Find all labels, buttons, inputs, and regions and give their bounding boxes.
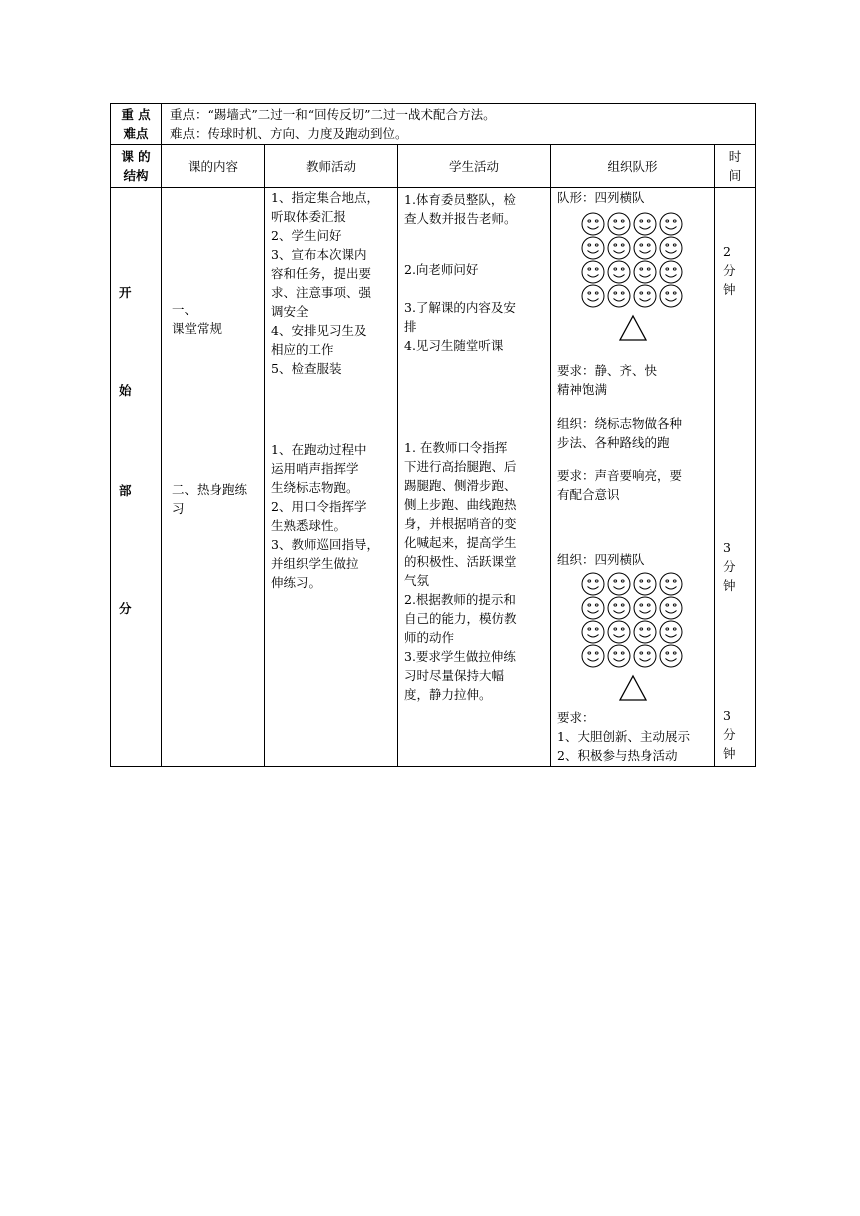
- time-header-line1: 时: [728, 149, 742, 164]
- difficulty-label: 难点: [123, 126, 149, 141]
- student-smiley-icon: [633, 284, 657, 308]
- student-line: 踢腿跑、侧滑步跑、: [404, 478, 517, 493]
- formation-line: 有配合意识: [557, 487, 620, 502]
- formation-header: 组织队形: [551, 145, 715, 188]
- time-line: 3: [723, 708, 731, 723]
- teacher-triangle-icon: [618, 674, 648, 702]
- student-smiley-icon: [581, 572, 605, 596]
- student-smiley-icon: [659, 284, 683, 308]
- student-smiley-icon: [633, 572, 657, 596]
- student-line: 下进行高抬腿跑、后: [404, 459, 517, 474]
- teacher-triangle-icon: [618, 314, 648, 342]
- lesson-plan-table: [110, 103, 756, 767]
- student-line: 查人数并报告老师。: [404, 211, 517, 226]
- structure-char-2: 始: [119, 383, 132, 398]
- teacher-header: 教师活动: [265, 145, 398, 188]
- teacher-line: 1、指定集合地点，: [271, 190, 379, 205]
- student-smiley-icon: [607, 596, 631, 620]
- time-cell: [715, 188, 756, 767]
- formation-line: 要求：: [557, 710, 595, 725]
- teacher-line: 伸练习。: [271, 575, 322, 590]
- time-block-3: [715, 706, 755, 763]
- time-line: 钟: [723, 746, 736, 761]
- formation-1-requirements: [551, 361, 714, 399]
- student-faces-grid: [581, 212, 685, 308]
- formation-line: 要求：声音要响亮，要: [557, 468, 683, 483]
- student-line: 3.了解课的内容及安: [404, 300, 516, 315]
- teacher-line: 并组织学生做拉: [271, 556, 359, 571]
- structure-cell: [111, 188, 162, 767]
- student-smiley-icon: [633, 596, 657, 620]
- teacher-part-1: [265, 188, 397, 378]
- formation-line: 要求：静、齐、快: [557, 363, 658, 378]
- teacher-line: 求、注意事项、强: [271, 285, 372, 300]
- student-smiley-icon: [659, 260, 683, 284]
- student-line: 1. 在教师口令指挥: [404, 440, 508, 455]
- student-cell: [398, 188, 551, 767]
- student-smiley-icon: [659, 572, 683, 596]
- teacher-line: 调安全: [271, 304, 309, 319]
- structure-header-line1: 课 的: [121, 149, 151, 164]
- key-difficulty-row: [111, 104, 756, 145]
- student-line: 化喊起来，提高学生: [404, 535, 517, 550]
- student-line: 师的动作: [404, 630, 455, 645]
- time-block-2: [715, 538, 755, 595]
- formation-2-requirements: [551, 466, 714, 504]
- time-line: 钟: [723, 578, 736, 593]
- student-smiley-icon: [633, 260, 657, 284]
- student-smiley-icon: [581, 284, 605, 308]
- formation-line: 组织：绕标志物做各种: [557, 416, 683, 431]
- teacher-line: 生绕标志物跑。: [271, 480, 359, 495]
- column-header-row: [111, 145, 756, 188]
- formation-line: 2、积极参与热身活动: [557, 748, 678, 763]
- student-smiley-icon: [633, 620, 657, 644]
- student-smiley-icon: [581, 212, 605, 236]
- student-smiley-icon: [659, 596, 683, 620]
- student-smiley-icon: [659, 212, 683, 236]
- structure-char-4: 分: [119, 601, 132, 616]
- content-header: 课的内容: [162, 145, 265, 188]
- structure-header-line2: 结构: [123, 168, 149, 183]
- formation-1-title: 队形：四列横队: [557, 190, 645, 205]
- teacher-line: 听取体委汇报: [271, 209, 347, 224]
- student-smiley-icon: [607, 236, 631, 260]
- student-smiley-icon: [581, 596, 605, 620]
- key-difficulty-text: [162, 104, 756, 145]
- teacher-line: 生熟悉球性。: [271, 518, 347, 533]
- content-cell: [162, 188, 265, 767]
- student-line: 习时尽量保持大幅: [404, 668, 505, 683]
- time-line: 分: [723, 727, 736, 742]
- student-line: 排: [404, 319, 417, 334]
- student-smiley-icon: [581, 236, 605, 260]
- content-item-2-line1: 二、热身跑练: [172, 482, 248, 497]
- formation-3-title: 组织：四列横队: [557, 552, 645, 567]
- teacher-line: 4、安排见习生及: [271, 323, 367, 338]
- student-smiley-icon: [581, 620, 605, 644]
- teacher-cell: [265, 188, 398, 767]
- student-part-2: [398, 438, 550, 704]
- formation-3-grid: [551, 572, 714, 702]
- student-smiley-icon: [633, 212, 657, 236]
- formation-line: 1、大胆创新、主动展示: [557, 729, 690, 744]
- student-line: 的积极性、活跃课堂: [404, 554, 517, 569]
- content-item-1-line2: 课堂常规: [172, 321, 223, 336]
- student-line: 自己的能力，模仿教: [404, 611, 517, 626]
- opening-part-row: [111, 188, 756, 767]
- student-part-1a: [398, 190, 550, 228]
- teacher-line: 1、在跑动过程中: [271, 442, 367, 457]
- student-smiley-icon: [659, 236, 683, 260]
- formation-2-organization: [551, 414, 714, 452]
- teacher-line: 3、宣布本次课内: [271, 247, 367, 262]
- student-line: 1.体育委员整队，检: [404, 192, 516, 207]
- student-header: 学生活动: [398, 145, 551, 188]
- student-line: 4.见习生随堂听课: [404, 338, 504, 353]
- teacher-line: 2、学生问好: [271, 228, 342, 243]
- key-point-text: 重点：“踢墙式”二过一和“回传反切”二过一战术配合方法。: [170, 107, 496, 122]
- student-smiley-icon: [607, 644, 631, 668]
- student-smiley-icon: [607, 260, 631, 284]
- formation-line: 精神饱满: [557, 382, 608, 397]
- teacher-part-2: [265, 440, 397, 592]
- student-smiley-icon: [607, 284, 631, 308]
- formation-3-requirements: [551, 708, 714, 765]
- key-label: 重 点: [121, 107, 151, 122]
- content-item-2: [162, 480, 264, 518]
- formation-line: 步法、各种路线的跑: [557, 435, 670, 450]
- student-smiley-icon: [581, 260, 605, 284]
- time-line: 2: [723, 244, 731, 259]
- student-line: 身，并根据哨音的变: [404, 516, 517, 531]
- student-faces-grid: [581, 572, 685, 668]
- structure-char-3: 部: [119, 483, 132, 498]
- time-header-line2: 间: [728, 168, 742, 183]
- teacher-line: 2、用口令指挥学: [271, 499, 367, 514]
- difficulty-text: 难点：传球时机、方向、力度及跑动到位。: [170, 126, 408, 141]
- time-line: 3: [723, 540, 731, 555]
- student-line: 2.向老师问好: [404, 262, 479, 277]
- time-header: [715, 145, 756, 188]
- content-item-1: [162, 300, 264, 338]
- time-line: 分: [723, 559, 736, 574]
- student-line: 侧上步跑、曲线跑热: [404, 497, 517, 512]
- student-smiley-icon: [633, 236, 657, 260]
- student-smiley-icon: [633, 644, 657, 668]
- student-part-1b: [398, 260, 550, 279]
- teacher-line: 相应的工作: [271, 342, 334, 357]
- formation-cell: [551, 188, 715, 767]
- teacher-line: 5、检查服装: [271, 361, 342, 376]
- structure-char-1: 开: [119, 285, 132, 300]
- teacher-line: 3、教师巡回指导，: [271, 537, 379, 552]
- key-difficulty-label: [111, 104, 162, 145]
- student-smiley-icon: [581, 644, 605, 668]
- student-smiley-icon: [607, 572, 631, 596]
- time-line: 分: [723, 263, 736, 278]
- teacher-line: 运用哨声指挥学: [271, 461, 359, 476]
- student-line: 气氛: [404, 573, 430, 588]
- formation-1-grid: [551, 212, 714, 342]
- student-line: 2.根据教师的提示和: [404, 592, 516, 607]
- student-smiley-icon: [607, 212, 631, 236]
- student-line: 3.要求学生做拉伸练: [404, 649, 516, 664]
- content-item-1-line1: 一、: [172, 302, 198, 317]
- content-item-2-line2: 习: [172, 501, 185, 516]
- student-smiley-icon: [659, 644, 683, 668]
- structure-header: [111, 145, 162, 188]
- student-line: 度，静力拉伸。: [404, 687, 492, 702]
- student-smiley-icon: [659, 620, 683, 644]
- teacher-line: 容和任务，提出要: [271, 266, 372, 281]
- student-smiley-icon: [607, 620, 631, 644]
- time-block-1: [715, 242, 755, 299]
- student-part-1c: [398, 298, 550, 355]
- time-line: 钟: [723, 282, 736, 297]
